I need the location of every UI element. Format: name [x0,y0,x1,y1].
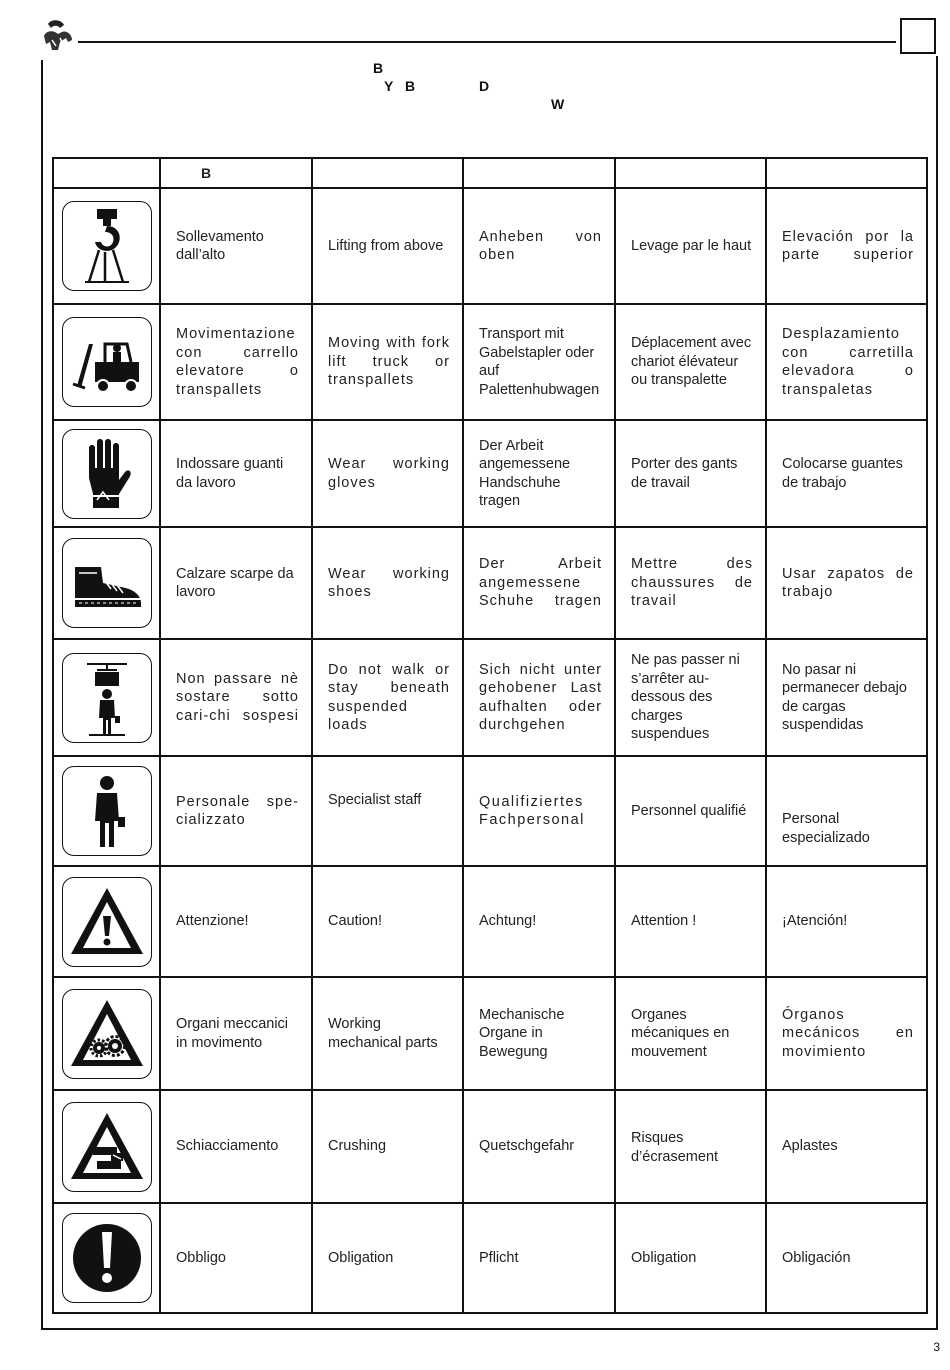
text-cell-es: Aplastes [766,1090,927,1203]
text-cell-en: Lifting from above [312,188,463,304]
header-cell [463,158,615,188]
obligation-icon [62,1213,152,1303]
text-cell-it: Organi meccanici in movimento [160,977,312,1090]
text-cell-en: Wear working shoes [312,527,463,639]
text-cell-de: Quetschgefahr [463,1090,615,1203]
text-cell-es: Órganos mecánicos en movimiento [766,977,927,1090]
table-row [53,1090,927,1203]
text-cell-it: Non passare nè sostare sotto cari-chi sospesi [160,639,312,756]
text-cell-it: Sollevamento dall’alto [160,188,312,304]
text-cell-it: Attenzione! [160,866,312,977]
icon-cell [53,977,160,1090]
icon-cell [53,639,160,756]
frame-bottom-rule [41,1328,938,1330]
text-cell-en: Caution! [312,866,463,977]
text-cell-en: Moving with fork lift truck or transpallets [312,304,463,420]
suspended-load-icon [62,653,152,743]
text-cell-fr: Levage par le haut [615,188,766,304]
column-header: B [160,158,312,188]
table-row [53,977,927,1090]
icon-cell [53,527,160,639]
text-cell-en: Crushing [312,1090,463,1203]
header-fragment: B [373,60,384,76]
table-row [53,188,927,304]
warning-exclamation-icon [62,877,152,967]
crane-hook-icon [62,201,152,291]
text-cell-fr: Personnel qualifié [615,756,766,866]
crushing-warning-icon [62,1102,152,1192]
table-row [53,420,927,527]
work-gloves-icon [62,429,152,519]
text-cell-fr: Risques d’écrasement [615,1090,766,1203]
text-cell-it: Personale spe-cializzato [160,756,312,866]
text-cell-de: Mechanische Organe in Bewegung [463,977,615,1090]
header-fragment: B [405,78,416,94]
text-cell-en: Specialist staff [312,756,463,866]
text-cell-de: Transport mit Gabelstapler oder auf Palettenhubwagen [463,304,615,420]
text-cell-fr: Mettre des chaussures de travail [615,527,766,639]
header-cell [312,158,463,188]
text-cell-es: Elevación por la parte superior [766,188,927,304]
header-fragment: D [479,78,490,94]
text-cell-it: Movimentazione con carrello elevatore o transpallets [160,304,312,420]
text-cell-de: Der Arbeit angemessene Handschuhe tragen [463,420,615,527]
icon-cell [53,420,160,527]
header-rule [78,41,896,43]
text-cell-en: Obligation [312,1203,463,1313]
text-cell-fr: Obligation [615,1203,766,1313]
header-cell [53,158,160,188]
table-row [53,866,927,977]
text-cell-de: Qualifiziertes Fachpersonal [463,756,615,866]
text-cell-it: Calzare scarpe da lavoro [160,527,312,639]
table-row [53,304,927,420]
text-cell-fr: Ne pas passer ni s’arrêter au-dessous des charges suspendues [615,639,766,756]
header-fragment: Y [384,78,394,94]
icon-cell [53,1203,160,1313]
frame-right-rule [936,56,938,1330]
text-cell-de: Der Arbeit angemessene Schuhe tragen [463,527,615,639]
specialist-person-icon [62,766,152,856]
text-cell-fr: Porter des gants de travail [615,420,766,527]
company-logo-icon [38,16,78,56]
text-cell-en: Working mechanical parts [312,977,463,1090]
text-cell-es: Colocarse guantes de trabajo [766,420,927,527]
icon-cell [53,304,160,420]
text-cell-es: Obligación [766,1203,927,1313]
text-cell-fr: Déplacement avec chariot élévateur ou transpalette [615,304,766,420]
icon-cell [53,866,160,977]
page-corner-box [900,18,936,54]
moving-gears-warning-icon [62,989,152,1079]
icon-cell [53,756,160,866]
text-cell-es: No pasar ni permanecer debajo de cargas suspendidas [766,639,927,756]
icon-cell [53,1090,160,1203]
table-row [53,756,927,866]
text-cell-es: Usar zapatos de trabajo [766,527,927,639]
frame-left-rule [41,60,43,1330]
text-cell-es: Personal especializado [766,756,927,866]
text-cell-es: Desplazamiento con carretilla elevadora o transpaletas [766,304,927,420]
work-shoe-icon [62,538,152,628]
table-row [53,527,927,639]
text-cell-en: Do not walk or stay beneath suspended loads [312,639,463,756]
text-cell-de: Anheben von oben [463,188,615,304]
icon-cell [53,188,160,304]
header-fragment: W [551,96,565,112]
text-cell-de: Sich nicht unter gehobener Last aufhalten oder durchgehen [463,639,615,756]
table-row [53,639,927,756]
text-cell-de: Pflicht [463,1203,615,1313]
text-cell-it: Obbligo [160,1203,312,1313]
safety-symbols-table [52,157,928,1314]
page-number: 3 [933,1340,940,1354]
header-cell [615,158,766,188]
text-cell-fr: Organes mécaniques en mouvement [615,977,766,1090]
table-header-row [53,158,927,188]
forklift-icon [62,317,152,407]
text-cell-en: Wear working gloves [312,420,463,527]
text-cell-de: Achtung! [463,866,615,977]
table-row [53,1203,927,1313]
text-cell-fr: Attention ! [615,866,766,977]
text-cell-es: ¡Atención! [766,866,927,977]
text-cell-it: Schiacciamento [160,1090,312,1203]
text-cell-it: Indossare guanti da lavoro [160,420,312,527]
header-cell [766,158,927,188]
